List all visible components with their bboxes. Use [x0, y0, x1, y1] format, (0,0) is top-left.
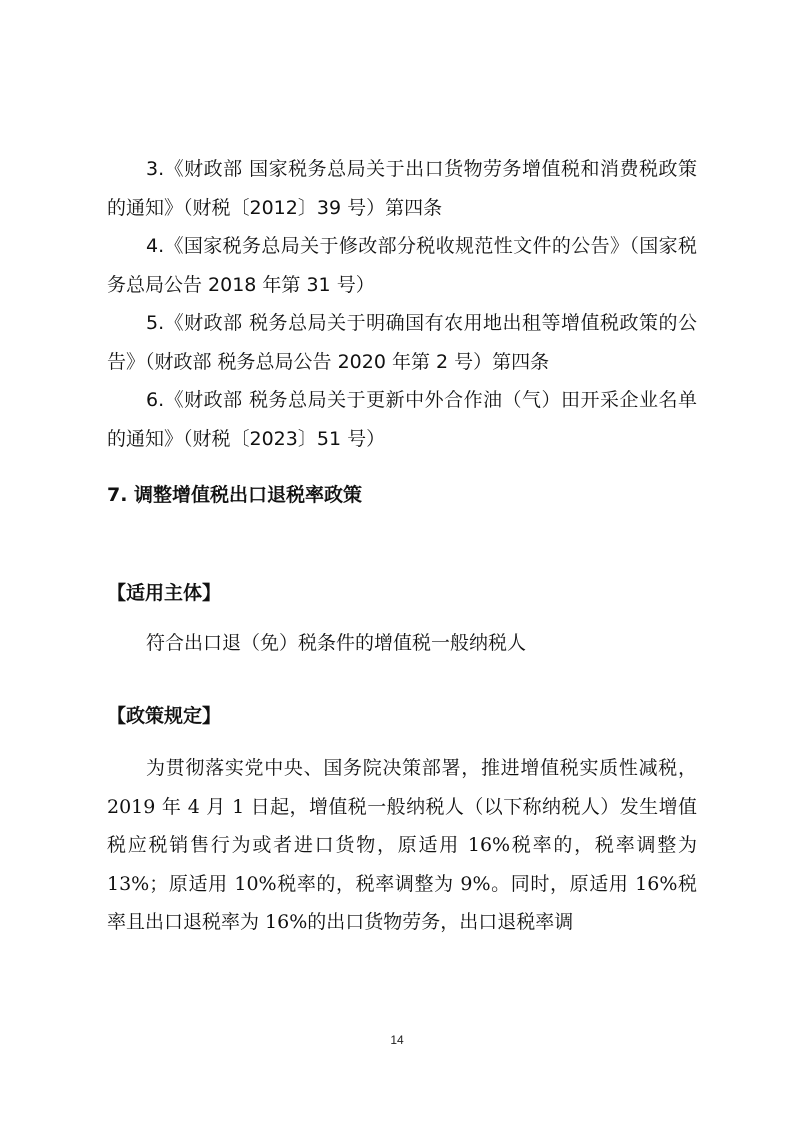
policy-text: 为贯彻落实党中央、国务院决策部署，推进增值税实质性减税，2019 年 4 月 1 日起，增值税一般纳税人（以下称纳税人）发生增值税应税销售行为或者进口货物，原适用 16%税率的，税率调整为 13%；原适用 10%税率的，税率调整为 9%。同时，原适用 16%税率且出口退税率为 16%的出口货物劳务，出口退税率调: [107, 757, 697, 933]
reference-item: 3.《财政部 国家税务总局关于出口货物劳务增值税和消费税政策的通知》（财税〔2012〕39 号）第四条: [107, 158, 697, 219]
reference-item: 6.《财政部 税务总局关于更新中外合作油（气）田开采企业名单的通知》（财税〔2023〕51 号）: [107, 389, 697, 450]
section-title: 7. 调整增值税出口退税率政策: [107, 484, 363, 506]
page-number: 14: [390, 1033, 404, 1047]
reference-list: [107, 150, 697, 458]
policy-label: 【政策规定】: [107, 705, 222, 727]
subject-label: 【适用主体】: [107, 582, 222, 604]
subject-text: 符合出口退（免）税条件的增值税一般纳税人: [146, 632, 527, 654]
reference-item: 5.《财政部 税务总局关于明确国有农用地出租等增值税政策的公告》（财政部 税务总局公告 2020 年第 2 号）第四条: [107, 312, 697, 373]
reference-item: 4.《国家税务总局关于修改部分税收规范性文件的公告》（国家税务总局公告 2018 年第 31 号）: [107, 235, 697, 296]
